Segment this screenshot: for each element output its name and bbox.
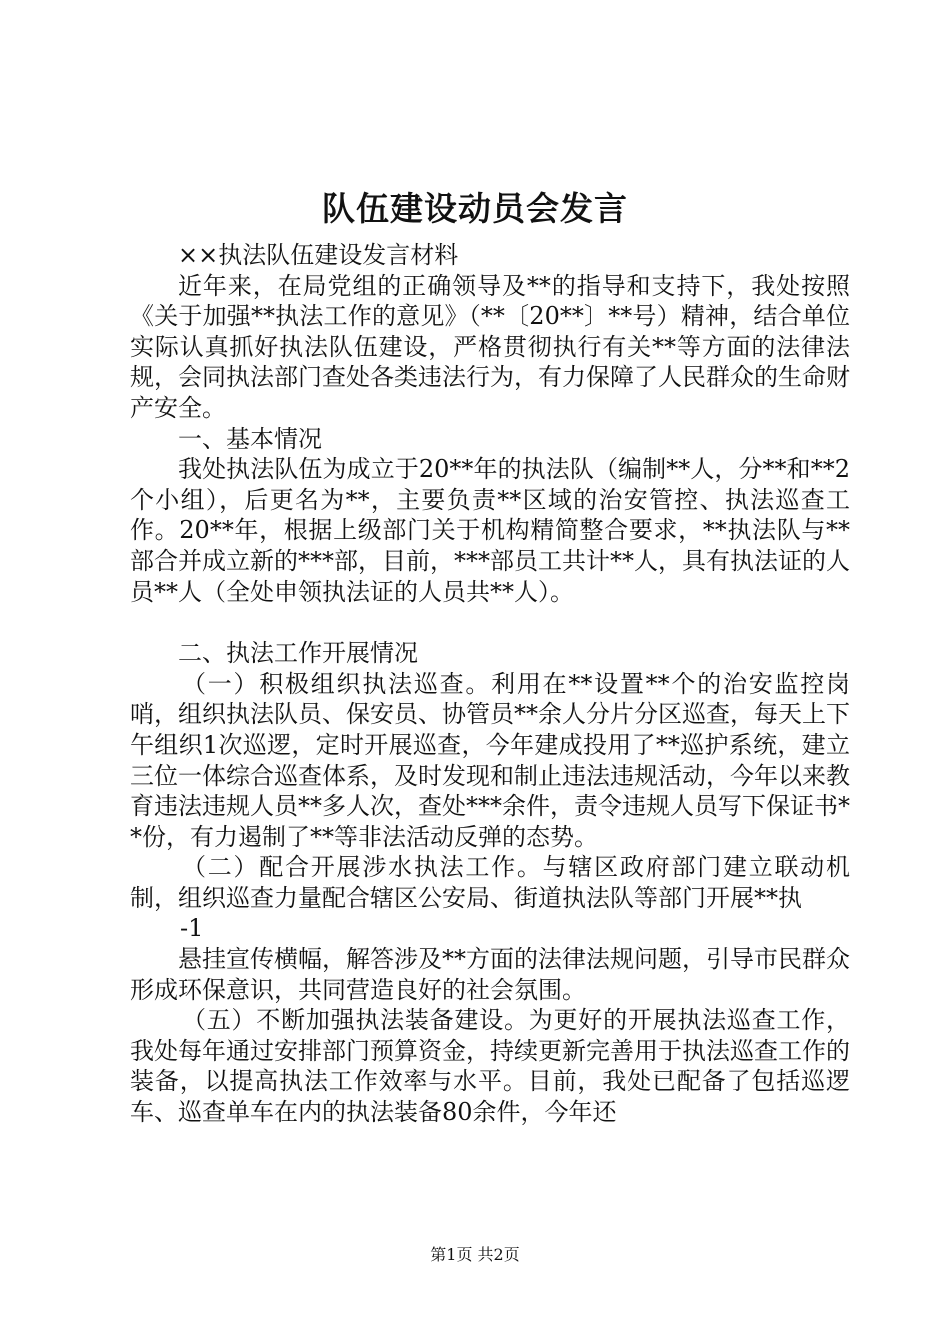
patrol-paragraph: （一）积极组织执法巡查。利用在**设置**个的治安监控岗哨，组织执法队员、保安员、协管员**余人分片分区巡查，每天上下午组织1次巡逻，定时开展巡查，今年建成投用了**巡护系统，建立三位一体综合巡查体系，及时发现和制止违法违规活动，今年以来教育违法违规人员**多人次，查处***余件，责令违规人员写下保证书**份，有力遏制了**等非法活动反弹的态势。: [130, 669, 850, 851]
document-body: [130, 240, 850, 1128]
publicity-paragraph: 悬挂宣传横幅，解答涉及**方面的法律法规问题，引导市民群众形成环保意识，共同营造良好的社会氛围。: [130, 945, 850, 1004]
inline-page-marker: -1: [180, 914, 204, 943]
document-title: 队伍建设动员会发言: [322, 189, 628, 228]
section-heading-work: 二、执法工作开展情况: [178, 639, 418, 668]
equipment-paragraph: （五）不断加强执法装备建设。为更好的开展执法巡查工作，我处每年通过安排部门预算资金，持续更新完善用于执法巡查工作的装备，以提高执法工作效率与水平。目前，我处已配备了包括巡逻车、巡查单车在内的执法装备80余件，今年还: [130, 1006, 850, 1127]
water-enforcement-paragraph: （二）配合开展涉水执法工作。与辖区政府部门建立联动机制，组织巡查力量配合辖区公安局、街道执法队等部门开展**执: [130, 853, 850, 912]
section-heading-basic: 一、基本情况: [178, 424, 322, 453]
basic-situation-paragraph: 我处执法队伍为成立于20**年的执法队（编制**人，分**和**2个小组），后更名为**，主要负责**区域的治安管控、执法巡查工作。20**年，根据上级部门关于机构精简整合要求，**执法队与**部合并成立新的***部，目前，***部员工共计**人，具有执法证的人员**人（全处申领执法证的人员共**人）。: [130, 455, 850, 606]
page-footer: 第1页 共2页: [430, 1245, 520, 1264]
subtitle-paragraph: ××执法队伍建设发言材料: [178, 241, 459, 269]
paragraph-spacer: [130, 607, 850, 638]
intro-paragraph: 近年来，在局党组的正确领导及**的指导和支持下，我处按照《关于加强**执法工作的意见》（**〔20**〕**号）精神，结合单位实际认真抓好执法队伍建设，严格贯彻执行有关**等方面的法律法规，会同执法部门查处各类违法行为，有力保障了人民群众的生命财产安全。: [130, 271, 850, 422]
